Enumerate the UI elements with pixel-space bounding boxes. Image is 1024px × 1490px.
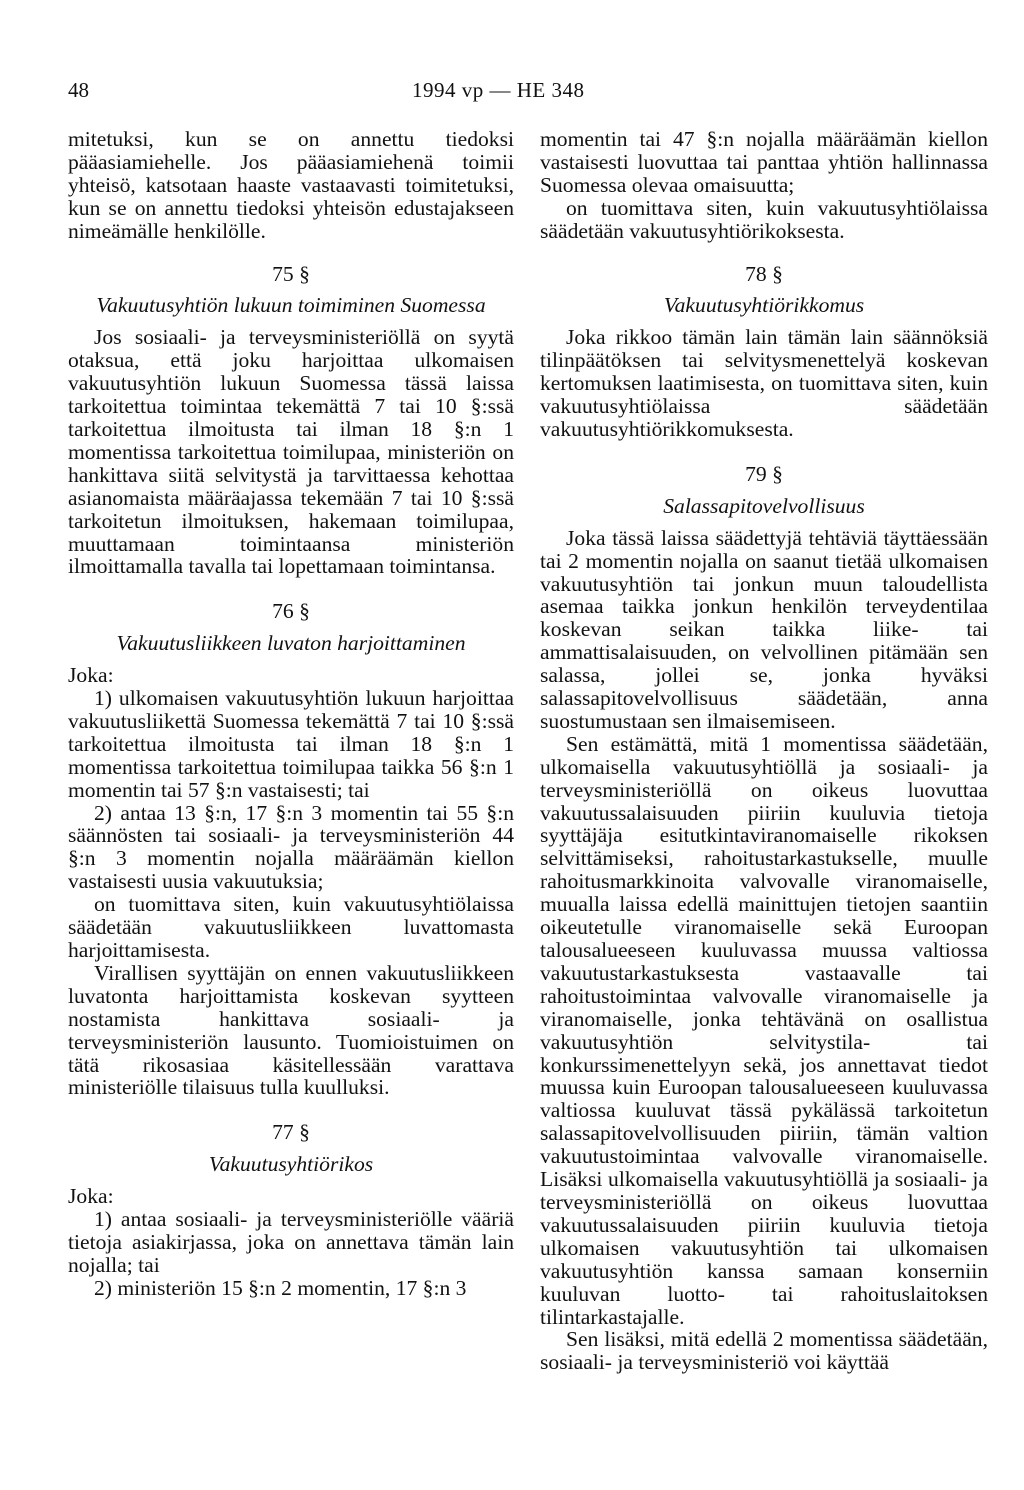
list-item: 2) ministeriön 15 §:n 2 momentin, 17 §:n 3 xyxy=(94,1275,467,1300)
page-header xyxy=(0,78,1024,108)
paragraph: Sen lisäksi, mitä edellä 2 momentissa säädetään, sosiaali- ja terveysministeriö voi käyttää xyxy=(540,1327,988,1375)
section-number: 76 § xyxy=(272,599,310,624)
list-item: 1) antaa sosiaali- ja terveysministeriölle vääriä tietoja asiakirjassa, joka on annettava tämän lain nojalla; tai xyxy=(68,1207,514,1277)
list-item: 2) antaa 13 §:n, 17 §:n 3 momentin tai 55 §:n säännösten tai sosiaali- ja terveysministeriön 44 §:n 3 momentin nojalla määräämän kiellon vastaisesti uusia vakuutuksia; xyxy=(68,800,514,894)
paragraph: Joka rikkoo tämän lain tämän lain säännöksiä tilinpäätöksen tai selvitysmenettelyä koskevan kertomuksen laatimisesta, on tuomittava siten, kuin vakuutusyhtiölaissa säädetään vakuutusyhtiörikkomuksesta. xyxy=(540,325,988,441)
section-number: 77 § xyxy=(272,1120,310,1145)
section-title: Vakuutusyhtiön lukuun toimiminen Suomessa xyxy=(96,293,486,318)
paragraph: Joka: xyxy=(68,1184,114,1209)
left-column xyxy=(68,128,514,1300)
paragraph: Joka: xyxy=(68,663,114,688)
paragraph: Sen estämättä, mitä 1 momentissa säädetään, ulkomaisella vakuutusyhtiöllä ja sosiaali- ja terveysministeriöllä on oikeus luovuttaa vakuutussalaisuuden piiriin kuuluvia tietoja syyttäjäja esitutkintaviranomaiselle rikoksen selvittämiseksi, rahoitustarkastukselle, muulle rahoitusmarkkinoita valvovalle viranomaiselle, muualla laissa edellä mainittujen tietojen saantiin oikeutetulle viranomaiselle sekä Euroopan talousalueeseen kuuluvassa muussa valtiossa vakuutustarkastuksesta vastaavalle tai rahoitustoimintaa valvovalle viranomaiselle ja viranomaiselle, jonka tehtävänä on osallistua vakuutusyhtiön selvitystila- tai konkurssimenettelyyn sekä, jos annettavat tiedot muussa kuin Euroopan talousalueeseen kuuluvassa valtiossa kuuluvat tässä pykälässä tarkoitetun salassapitovelvollisuuden piiriin, tämän valtion vakuutustoimintaa valvovalle viranomaiselle. Lisäksi ulkomaisella vakuutusyhtiöllä ja sosiaali- ja terveysministeriöllä on oikeus luovuttaa vakuutussalaisuuden piiriin kuuluvia tietoja ulkomaisen vakuutusyhtiön tai ulkomaisen vakuutusyhtiön kanssa samaan konserniin kuuluvan luotto- tai rahoituslaitoksen tilintarkastajalle. xyxy=(540,731,988,1329)
running-head: 1994 vp — HE 348 xyxy=(412,78,585,102)
paragraph: Joka tässä laissa säädettyjä tehtäviä täyttäessään tai 2 momentin nojalla on saanut tietää ulkomaisen vakuutusyhtiön tai jonkun muun taloudellista asemaa taikka jonkun henkilön terveydentilaa koskevan seikan taikka liike- tai ammattisalaisuuden, on velvollinen pitämään sen salassa, jollei se, jonka hyväksi salassapitovelvollisuus säädetään, anna suostumustaan sen ilmaisemiseen. xyxy=(540,525,988,733)
paragraph: mitetuksi, kun se on annettu tiedoksi pääasiamiehelle. Jos pääasiamiehenä toimii yhteisö, katsotaan haaste vastaavasti toimitetuksi, kun se on annettu tiedoksi yhteisön edustajakseen nimeämälle henkilölle. xyxy=(68,127,514,243)
section-title: Vakuutusyhtiörikkomus xyxy=(663,293,865,318)
paragraph: momentin tai 47 §:n nojalla määräämän kiellon vastaisesti luovuttaa tai panttaa yhtiön hallinnassa Suomessa olevaa omaisuutta; xyxy=(540,127,988,197)
paragraph: Jos sosiaali- ja terveysministeriöllä on syytä otaksua, että joku harjoittaa ulkomaisen vakuutusyhtiön lukuun Suomessa tässä laissa tarkoitettua toimintaa tekemättä 7 tai 10 §:ssä tarkoitettua ilmoitusta tai ilman 18 §:n 1 momentissa tarkoitettua toimilupaa, ministeriön on hankittava siitä selvitystä ja tarvittaessa kehottaa asianomaista määräajassa tekemään 7 tai 10 §:ssä tarkoitetun ilmoituksen, hakemaan toimilupaa, muuttamaan toimintaansa ministeriön ilmoittamalla tavalla tai lopettamaan toimintansa. xyxy=(68,325,514,579)
section-title: Vakuutusyhtiörikos xyxy=(208,1152,374,1177)
section-number: 75 § xyxy=(272,261,310,286)
section-number: 79 § xyxy=(745,461,783,486)
section-title: Vakuutusliikkeen luvaton harjoittaminen xyxy=(116,631,466,656)
list-item: 1) ulkomaisen vakuutusyhtiön lukuun harjoittaa vakuutusliikettä Suomessa tekemättä 7 tai 10 §:ssä tarkoitettua ilmoitusta tai ilman 18 §:n 1 momentissa tarkoitettua toimilupaa taikka 56 §:n 1 momentin tai 57 §:n vastaisesti; tai xyxy=(68,686,514,802)
section-title: Salassapitovelvollisuus xyxy=(663,493,865,518)
section-number: 78 § xyxy=(745,261,783,286)
paragraph: Virallisen syyttäjän on ennen vakuutusliikkeen luvatonta harjoittamista koskevan syytteen nostamista hankittava sosiaali- ja terveysministeriön lausunto. Tuomioistuimen on tätä rikosasiaa käsitellessään varattava ministeriölle tilaisuus tulla kuulluksi. xyxy=(68,960,514,1100)
paragraph: on tuomittava siten, kuin vakuutusyhtiölaissa säädetään vakuutusyhtiörikoksesta. xyxy=(540,195,988,243)
right-column xyxy=(540,128,988,1374)
paragraph: on tuomittava siten, kuin vakuutusyhtiölaissa säädetään vakuutusliikkeen luvattomasta harjoittamisesta. xyxy=(68,892,514,962)
page-number: 48 xyxy=(68,78,89,102)
